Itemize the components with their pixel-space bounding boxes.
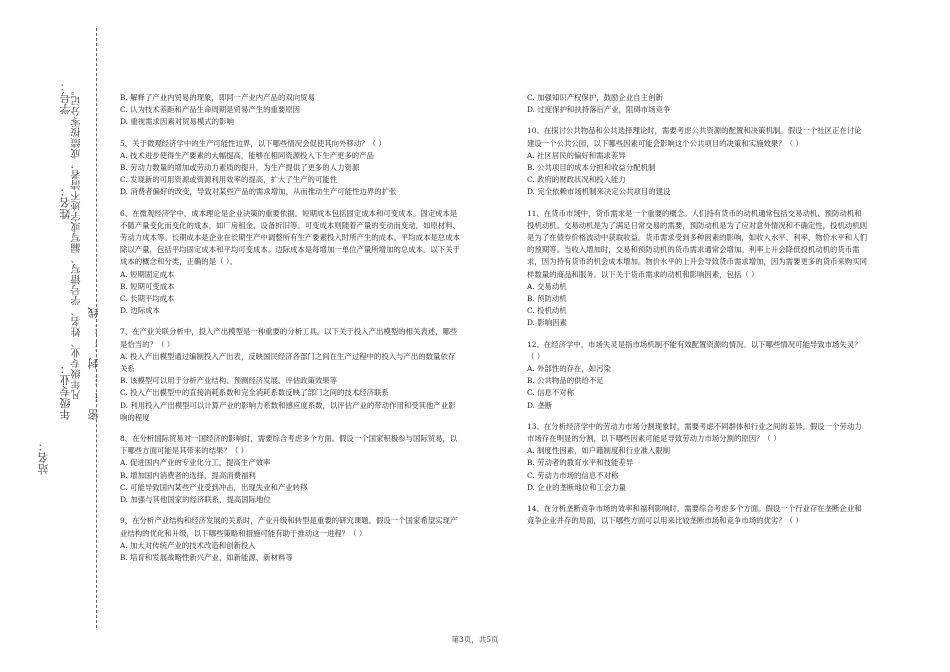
option: A. 投入产出模型通过编制投入产出表，反映国民经济各部门之间在生产过程中的投入与产出的数量依存关系 [120, 351, 456, 374]
question-stem: 11、在货币市场中，货币需求是一个重要的概念。人们持有货币的动机通常包括交易动机、预防动机和投机动机。交易动机是为了满足日常交易的需要，预防动机是为了应对意外情况和不确定性，投机动机则是为了在债券价格波动中获取收益。货币需求受到多种因素的影响，如收入水平、利率、物价水平和人们的预期等。当收入增加时，交易和预防动机的货币需求通常会增加。利率上升会降低投机动机的货币需求，因为持有货币的机会成本增加。物价水平的上升会导致货币需求增加，因为需要更多的货币来购买同样数量的商品和服务。以下关于货币需求的动机和影响因素，包括（ ） [527, 208, 867, 279]
question-5 [120, 138, 460, 199]
question-11 [527, 208, 867, 330]
option: B. 该模型可以用于分析产业结构、预测经济发展、评估政策效果等 [120, 376, 338, 386]
question-12 [527, 339, 867, 412]
question-10 [527, 125, 867, 198]
question-stem: 7、在产业关联分析中，投入产出模型是一种重要的分析工具。以下关于投入产出模型的相关表述，哪些是恰当的？（ ） [120, 327, 458, 349]
binding-station-label: 站名： [37, 440, 50, 475]
option: C. 发现新的可用资源或资源利用效率的提高，扩大了生产的可能性 [120, 175, 338, 185]
question-stem: 10、在探讨公共物品和公共选择理论时，需要考虑公共资源的配置和决策机制。假设一个社区正在讨论建设一个公共公园，以下哪些因素可能会影响这个公共项目的决策和实施效果？（ ） [527, 126, 862, 148]
page-footer: 第3页，共5页 [451, 635, 499, 644]
option: B. 解释了产业内贸易的现象，即同一产业内产品的双向贸易 [120, 93, 315, 102]
binding-seal-line: 密……封……线 [87, 301, 100, 420]
binding-id-label: 学号： [59, 80, 72, 115]
question-9-continued [527, 92, 867, 116]
binding-margin [0, 0, 108, 672]
question-stem: 8、在分析国际贸易对一国经济的影响时，需要综合考虑多个方面。假设一个国家积极参与国际贸易，以下哪些方面可能是其带来的结果？（ ） [120, 434, 458, 456]
option: A. 社区居民的偏好和需求差异 [527, 150, 626, 160]
option: B. 预防动机 [527, 294, 567, 304]
option: D. 重视需求因素对贸易模式的影响 [120, 117, 234, 127]
option: D. 企业的垄断地位和工会力量 [527, 482, 627, 492]
option: D. 边际成本 [120, 306, 160, 316]
option: B. 培育和发展战略性新兴产业，如新能源、新材料等 [120, 552, 293, 562]
option: A. 促进国内产业的专业化分工，提高生产效率 [120, 458, 271, 468]
option: B. 增加国内消费者的选择，提高消费福利 [120, 470, 256, 480]
option: D. 利用投入产出模型可以计算产业的影响力系数和感应度系数，以评估产业的带动作用和受其他产业影响的程度 [120, 400, 456, 422]
question-stem: 13、在分析经济学中的劳动力市场分割现象时，需要考虑不同群体和行业之间的差异。假设一个劳动力市场存在明显的分割，以下哪些因素可能是导致劳动力市场分割的原因？（ ） [527, 421, 862, 444]
question-4-continued [120, 92, 460, 129]
option: D. 垄断 [527, 400, 553, 410]
option: B. 短期可变成本 [120, 281, 175, 291]
option: B. 公共物品的供给不足 [527, 376, 604, 386]
option: A. 短期固定成本 [120, 269, 175, 279]
option: C. 投机动机 [527, 306, 567, 316]
option: D. 完全依赖市场机制来决定公共项目的建设 [527, 187, 671, 197]
option: C. 劳动力市场的信息不对称 [527, 470, 619, 480]
question-13 [527, 421, 867, 494]
question-14 [527, 503, 867, 527]
question-6 [120, 208, 460, 318]
binding-name-label: 姓名： [59, 185, 72, 220]
binding-major-label: 年级专业： [59, 362, 72, 420]
option: D. 过度保护和扶持落后产业，阻碍市场竞争 [527, 105, 671, 115]
right-column [527, 92, 867, 537]
option: A. 交易动机 [527, 281, 567, 291]
option: A. 制度性因素，如户籍制度和行业准入限制 [527, 446, 671, 456]
option: D. 消费者偏好的改变，导致对某些产品的需求增加，从而推动生产可能性边界的扩张 [120, 187, 397, 197]
question-stem: 5、关于微观经济学中的生产可能性边界，以下哪些情况会促使其向外移动？（ ） [120, 138, 386, 148]
option: B. 公共项目的成本分担和收益分配机制 [527, 163, 656, 173]
option: C. 政府的财政状况和投入能力 [527, 175, 626, 185]
question-9 [120, 515, 460, 564]
option: C. 认为技术差距和产品生命周期是贸易产生的重要原因 [120, 105, 301, 115]
option: C. 信息不对称 [527, 388, 575, 398]
binding-dashed-line [96, 28, 97, 628]
question-stem: 12、在经济学中，市场失灵是指市场机制不能有效配置资源的情况。以下哪些情况可能导致市场失灵？（ ） [527, 339, 862, 361]
question-stem: 6、在微观经济学中，成本理论是企业决策的重要依据。短期成本包括固定成本和可变成本。固定成本是不随产量变化而变化的成本，如厂房租金、设备折旧等。可变成本则随着产量的变动而变动，如原材料、劳动力成本等。长期成本是企业在长期生产中调整所有生产要素投入时所产生的成本。平均成本是总成本除以产量，包括平均固定成本和平均可变成本。边际成本是每增加一单位产量所增加的总成本。以下关于成本的概念和分类，正确的是（ ）。 [120, 208, 460, 267]
option: A. 外部性的存在，如污染 [527, 364, 611, 374]
question-stem: 9、在分析产业结构和经济发展的关系时，产业升级和转型是重要的研究课题。假设一个国家希望实现产业结构的优化和升级，以下哪些策略和措施可能有助于推动这一进程？（ ） [120, 516, 458, 538]
option: A. 加大对传统产业的技术改造和创新投入 [120, 540, 256, 550]
left-column [120, 92, 460, 573]
option: C. 长期平均成本 [120, 294, 175, 304]
option: B. 劳动者的教育水平和技能差异 [527, 458, 634, 468]
question-7 [120, 326, 460, 424]
binding-notice: 凡年级专业、姓名、学号错写、漏写或字迹不清者，成绩按零分记。 [72, 85, 83, 400]
option: B. 劳动力数量的增加或劳动力素质的提升，为生产提供了更多的人力资源 [120, 163, 360, 173]
option: A. 技术进步使得生产要素的大幅提高，能够在相同资源投入下生产更多的产品 [120, 150, 374, 160]
option: D. 影响因素 [527, 318, 567, 328]
option: D. 加强与其他国家的经济联系，提高国际地位 [120, 495, 271, 505]
option: C. 投入产出模型中的直接消耗系数和完全消耗系数反映了部门之间的技术经济联系 [120, 388, 389, 398]
question-stem: 14、在分析垄断竞争市场的效率和福利影响时，需要综合考虑多个方面。假设一个行业存在垄断企业和竞争企业并存的局面，以下哪些方面可以用来比较垄断市场和竞争市场的优劣？（ ） [527, 504, 862, 526]
question-8 [120, 433, 460, 506]
option: C. 可能导致国内某些产业受到冲击，出现失业和产业转移 [120, 482, 308, 492]
option: C. 加强知识产权保护，鼓励企业自主创新 [527, 93, 663, 102]
